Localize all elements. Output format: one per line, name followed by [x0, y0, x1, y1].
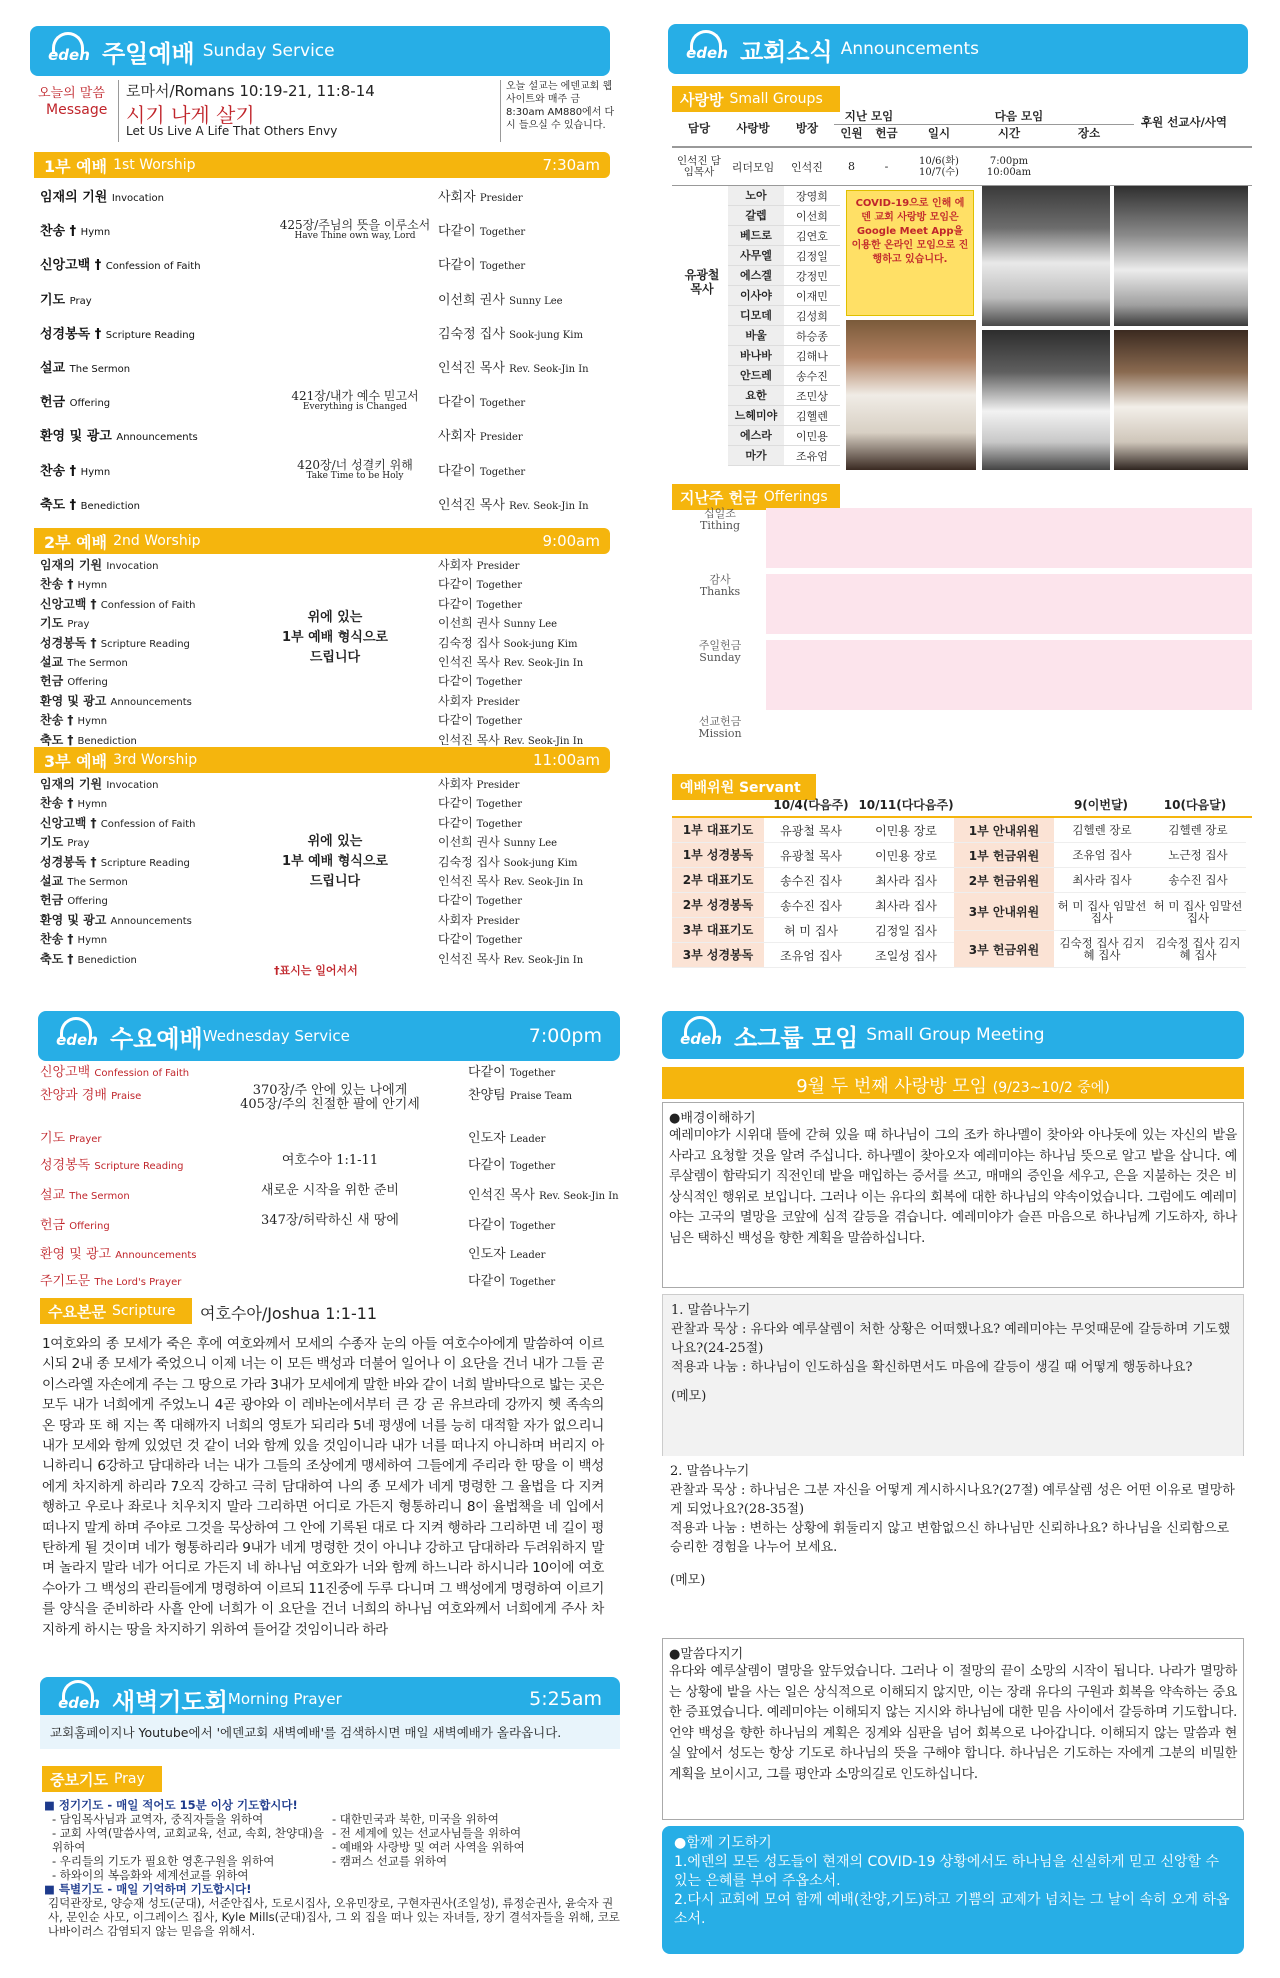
order-item: 임재의 기원 Invocation	[40, 558, 159, 572]
order-row	[40, 672, 610, 691]
announce-title-en: Announcements	[840, 39, 979, 59]
order-item: 환영 및 광고 Announcements	[40, 693, 192, 708]
order-row	[40, 254, 610, 276]
order-row	[40, 457, 610, 482]
order-item: 주기도문 The Lord's Prayer	[40, 1274, 182, 1289]
order-item: 임재의 기원 Invocation	[40, 777, 159, 791]
servant-name: 송수진 집사	[780, 898, 842, 913]
sg-room-row	[728, 326, 840, 346]
servant-name: 조유엄 집사	[780, 948, 842, 963]
offering-label: 감사 Thanks	[699, 573, 741, 598]
order-item: 찬송 † Hymn	[40, 577, 108, 592]
room-name: 바나바	[728, 346, 784, 365]
order-leader: 인석진 목사 Rev. Seok-Jin In	[468, 1188, 619, 1203]
servant-row	[954, 931, 1246, 968]
offering-amount	[766, 574, 1252, 634]
announce-banner	[668, 24, 1248, 74]
order-item: 헌금 Offering	[40, 893, 108, 908]
room-leader: 조민상	[796, 389, 828, 403]
same-format-note-2: 위에 있는 1부 예배 형식으로 드립니다	[281, 610, 388, 665]
order-leader: 다같이 Together	[438, 893, 522, 908]
offering-label: 선교헌금 Mission	[698, 715, 742, 740]
prayer-item: - 우리들의 기도가 필요한 영혼구원을 위하여	[52, 1854, 275, 1868]
hymn-title: 347장/허락하신 새 땅에	[261, 1213, 399, 1228]
order-item: 기도 Prayer	[40, 1131, 102, 1146]
sg-room-row	[728, 206, 840, 226]
order-leader: 이선희 권사 Sunny Lee	[438, 292, 563, 308]
sermon-title: 시기 나게 살기	[126, 103, 255, 127]
wednesday-banner	[38, 1011, 620, 1061]
order-item: 환영 및 광고 Announcements	[40, 1247, 197, 1262]
order-item: 환영 및 광고 Announcements	[40, 912, 192, 927]
offering-label: 십일조 Tithing	[699, 507, 740, 532]
wed-order-row	[40, 1154, 640, 1178]
servant-name: 유광철 목사	[780, 848, 842, 863]
order-item: 성경봉독 † Scripture Reading	[40, 854, 190, 869]
room-name: 에스겔	[728, 266, 784, 285]
servant-row	[954, 843, 1246, 868]
order-item: 성경봉독 Scripture Reading	[40, 1158, 184, 1173]
room-leader: 조유엄	[796, 449, 828, 463]
room-name: 노아	[728, 186, 784, 205]
order-leader: 인석진 목사 Rev. Seok-Jin In	[438, 732, 584, 747]
servant-name: 이민용 장로	[875, 823, 937, 838]
smallgroup-sub: 9월 두 번째 사랑방 모임 (9/23~10/2 중에)	[662, 1067, 1244, 1099]
room-name: 에스라	[728, 426, 784, 445]
smallgroup-table: 담당 사랑방 방장 지난 모임 인원 헌금 다음 모임 일시 시간 장소 후원 선교사/사역 인석진 담임목사 리더모임 인석진 8 - 10/6(화) 10/7(수) 7:00pm 10:00am	[672, 108, 1252, 186]
order-leader: 다같이 Together	[438, 932, 522, 947]
servant-role: 2부 성경봉독	[672, 893, 764, 917]
servant-tag: 예배위원 Servant	[672, 774, 816, 800]
order-item: 신앙고백 Confession of Faith	[40, 1065, 190, 1080]
announce-title: 교회소식	[740, 37, 833, 66]
order-leader: 인도자 Leader	[468, 1131, 546, 1146]
servant-row	[954, 893, 1246, 931]
pray-together: ●함께 기도하기 1.에덴의 모든 성도들이 현재의 COVID-19 상황에서도 하나님을 신실하게 믿고 신앙할 수 있는 은혜를 부어 주옵소서. 2.다시 교회에 모여 함께 예배(찬양,기도)하고 기쁨의 교제가 넘치는 그 날이 속히 오게 하옵소서.	[662, 1826, 1244, 1954]
sermon-scripture: 로마서/Romans 10:19-21, 11:8-14	[126, 82, 375, 100]
sg-room-row	[728, 306, 840, 326]
order-leader: 다같이 Together	[438, 395, 526, 411]
wed-order-row	[40, 1083, 640, 1112]
sg-room-row	[728, 186, 840, 206]
servant-role: 3부 안내위원	[954, 893, 1054, 930]
order-leader: 인석진 목사 Rev. Seok-Jin In	[438, 497, 589, 513]
order-leader: 다같이 Together	[438, 596, 522, 611]
message-label: 오늘의 말씀	[38, 86, 105, 101]
order-leader: 김숙정 집사 Sook-jung Kim	[438, 326, 583, 342]
prayer-item: - 캠퍼스 선교를 위하여	[332, 1854, 448, 1868]
sg-room-row	[728, 346, 840, 366]
room-name: 갈렙	[728, 206, 784, 225]
order-leader: 찬양팀 Praise Team	[468, 1088, 572, 1103]
order-item: 헌금 Offering	[40, 1218, 110, 1233]
order-item: 설교 The Sermon	[40, 874, 128, 888]
sg-room-row	[728, 226, 840, 246]
order-leader: 이선희 권사 Sunny Lee	[438, 616, 558, 631]
order-leader: 사회자 Presider	[438, 912, 520, 927]
room-leader: 강정민	[796, 269, 828, 283]
servant-role: 1부 헌금위원	[954, 843, 1054, 867]
servant-name: 조유엄 집사	[1072, 848, 1132, 862]
order-row	[40, 814, 610, 833]
room-leader: 송수진	[796, 369, 828, 383]
choir-photo-4	[982, 330, 1110, 470]
room-name: 마가	[728, 446, 784, 465]
order-item: 기도 Pray	[40, 616, 90, 631]
wed-order-row	[40, 1214, 640, 1238]
order-item: 축도 † Benediction	[40, 732, 137, 747]
order-leader: 다같이 Together	[438, 674, 522, 689]
wed-scripture-ref: 여호수아/Joshua 1:1-11	[200, 1304, 378, 1323]
servant-row	[672, 843, 954, 868]
prayer-item: - 하와이의 복음화와 세계선교를 위하여	[52, 1868, 249, 1882]
order-item: 기도 Pray	[40, 835, 90, 850]
prayer-item: - 예배와 사랑방 및 여러 사역을 위하여	[332, 1840, 525, 1854]
order-item: 신앙고백 † Confession of Faith	[40, 596, 196, 611]
prayer-item: - 전 세계에 있는 선교사님들을 위하여	[332, 1826, 522, 1840]
order-leader: 사회자 Presider	[438, 777, 520, 791]
sg-room-row	[728, 446, 840, 466]
discussion-1: 1. 말씀나누기 관찰과 묵상 : 유다와 예루살렘이 처한 상황은 어떠했나요? 예레미야는 무엇때문에 갈등하며 기도했나요?(24-25절) 적용과 나눔 : 하나님이 인도하심을 확신하면서도 마음에 갈등이 생길 때 어떻게 행동하나요? (메모)	[662, 1294, 1244, 1466]
wed-order-row	[40, 1127, 640, 1151]
servant-table: 10/4(다음주) 10/11(다다음주) 9(이번달) 10(다음달) 1부 대표기도 유광철 목사 이민용 장로 1부 성경봉독 유광철 목사 이민용 장로 2부 대표기도 송수진 집사 최사라 집사 2부 성경봉독 송수진 집사 최사라 집사 3부 대표기도 허 미 집사 김정일 집사 3부 성경봉독 조유엄 집사 조일성 집사 1부 안내위원 김헬렌 장로 김헬렌 장로 1부 헌금위원 조유엄 집사 노근정 집사 2부 헌금위원 최사라 집사 송수진 집사 3부 안내위원 허 미 집사 임말선 집사 허 미 집사 임말선 집사 3부 헌금위원 김숙정 집사 김지혜 집사 김숙정 집사 김지혜 집사	[672, 796, 1252, 968]
servant-name: 최사라 집사	[1072, 873, 1132, 887]
servant-row	[672, 943, 954, 968]
servant-role: 1부 성경봉독	[672, 843, 764, 867]
order-leader: 다같이 Together	[438, 258, 526, 274]
prayer-item: - 대한민국과 북한, 미국을 위하여	[332, 1812, 499, 1826]
order-leader: 다같이 Together	[468, 1158, 556, 1173]
servant-name: 김정일 집사	[875, 923, 937, 938]
room-name: 안드레	[728, 366, 784, 385]
wed-scripture-tag: 수요본문 Scripture	[40, 1298, 192, 1324]
order-row	[40, 930, 610, 949]
servant-row	[672, 868, 954, 893]
eden-logo: eden	[46, 32, 92, 70]
wed-scripture-text: 1여호와의 종 모세가 죽은 후에 여호와께서 모세의 수종자 눈의 아들 여호수아에게 말씀하여 이르시되 2내 종 모세가 죽었으니 이제 너는 이 모든 백성과 더불어 일어나 이 요단을 건너 내가 그들 곧 이스라엘 자손에게 주는 그 땅으로 가라 3내가 모세에게 말한 바와 같이 너희 발바닥으로 밟는 곳은 모두 내가 너희에게 주었노니 4곧 광야와 이 레바논에서부터 큰 강 곧 유브라데 강까지 헷 족속의 온 땅과 또 해 지는 쪽 대해까지 너희의 영토가 되리라 5네 평생에 너를 능히 대적할 자가 없으리니 내가 모세와 함께 있었던 것 같이 너와 함께 있을 것임이니라 내가 너를 떠나지 아니하며 버리지 아니하리니 6강하고 담대하라 너는 내가 그들의 조상에게 맹세하여 그들에게 주리라 한 땅을 이 백성에게 차지하게 하리라 7오직 강하고 극히 담대하여 나의 종 모세가 네게 명령한 그 율법을 다 지켜 행하고 우로나 좌로나 치우치지 말라 그리하면 어디로 가든지 형통하리니 8이 율법책을 네 입에서 떠나지 말게 하며 주야로 그것을 묵상하여 그 안에 기록된 대로 다 지켜 행하라 그리하면 네 길이 평탄하게 될 것이며 네가 형통하리라 9내가 네게 명령한 것이 아니냐 강하고 담대하라 두려워하지 말며 놀라지 말라 네가 어디로 가든지 네 하나님 여호와가 너와 함께 하느니라 하시니라 10이에 여호수아가 그 백성의 관리들에게 명령하여 이르되 11진중에 두루 다니며 그 백성에게 명령하여 이르기를 양식을 준비하라 사흘 안에 너희가 이 요단을 건너 너희의 하나님 여호와께서 너희에게 주사 차지하게 하시는 땅을 차지하기 위하여 들어갈 것임이니라 하라	[42, 1336, 604, 1638]
order-row	[40, 575, 610, 594]
dawn-note: 교회홈페이지나 Youtube에서 '에덴교회 새벽예배'를 검색하시면 매일 새벽예배가 올라옵니다.	[40, 1715, 620, 1749]
order-item: 헌금 Offering	[40, 674, 108, 689]
servant-name: 허 미 집사 임말선 집사	[1153, 898, 1243, 925]
order-leader: 다같이 Together	[468, 1065, 556, 1080]
servant-name: 송수진 집사	[1168, 873, 1228, 887]
order-row	[40, 391, 610, 413]
intercession-tag: 중보기도 Pray	[42, 1766, 162, 1792]
order-item: 환영 및 광고 Announcements	[40, 429, 198, 445]
order-leader: 다같이 Together	[438, 463, 526, 479]
order-leader: 다같이 Together	[468, 1218, 556, 1233]
message-label-en: Message	[46, 102, 108, 118]
order-leader: 다같이 Together	[438, 713, 522, 728]
room-leader: 김해나	[796, 349, 828, 363]
hymn-title: 420장/너 성결키 위해 Take Time to be Holy	[297, 457, 413, 481]
room-leader: 김성희	[796, 309, 828, 323]
smallgroups-tag: 사랑방 Small Groups	[672, 86, 840, 112]
wednesday-title-en: Wednesday Service	[202, 1027, 350, 1045]
room-leader: 김연호	[796, 229, 828, 243]
background-section: ●배경이해하기 예레미야가 시위대 뜰에 갇혀 있을 때 하나님이 그의 조카 하나멜이 찾아와 아나돗에 있는 자신의 밭을 사라고 요청할 것을 알려 주십니다. 하나멜이 찾아오자 예레미야는 하나님 뜻으로 알고 밭을 삽니다. 예루살렘이 함락되기 직전인데 밭을 매입하는 증서를 쓰고, 매매의 증인을 세우고, 은을 지불하는 것은 비상식적인 행위로 보입니다. 그러나 이는 유다의 회복에 대한 하나님의 약속이었습니다. 그럼에도 예레미야는 고국의 멸망을 코앞에 심적 갈등을 겪습니다. 예레미야가 슬픈 마음으로 하나님께 기도하자, 하나님은 택하신 백성을 향한 계획을 말씀하십니다.	[662, 1102, 1244, 1288]
order-item: 설교 The Sermon	[40, 361, 131, 376]
sg-rooms	[728, 186, 840, 466]
sg-room-row	[728, 286, 840, 306]
order-item: 찬송 † Hymn	[40, 713, 108, 728]
order-row	[40, 494, 610, 516]
choir-photo-2	[1114, 186, 1248, 326]
servant-name: 김헬렌 장로	[1168, 823, 1228, 837]
servant-name: 송수진 집사	[780, 873, 842, 888]
worship2-bar: 2부 예배 2nd Worship 9:00am	[34, 528, 610, 554]
order-item: 축도 † Benediction	[40, 497, 140, 513]
order-item: 성경봉독 † Scripture Reading	[40, 635, 190, 650]
offering-label: 주일헌금 Sunday	[698, 639, 742, 664]
sg-room-row	[728, 406, 840, 426]
order-leader: 인석진 목사 Rev. Seok-Jin In	[438, 361, 589, 376]
order-item: 설교 The Sermon	[40, 1188, 130, 1203]
room-name: 디모데	[728, 306, 784, 325]
order-leader: 인석진 목사 Rev. Seok-Jin In	[438, 655, 584, 669]
wed-order-row	[40, 1243, 640, 1267]
servant-name: 김숙정 집사 김지혜 집사	[1059, 936, 1145, 962]
order-item: 찬송 † Hymn	[40, 932, 108, 947]
servant-row	[954, 818, 1246, 843]
offering-amount	[766, 508, 1252, 568]
order-row	[40, 425, 610, 447]
choir-photo-3	[846, 320, 976, 470]
sunday-title-en: Sunday Service	[202, 41, 335, 61]
room-leader: 김정일	[796, 249, 828, 263]
order-item: 신앙고백 † Confession of Faith	[40, 815, 196, 830]
order-item: 설교 The Sermon	[40, 655, 128, 669]
room-leader: 이재민	[796, 289, 828, 303]
order-item: 임재의 기원 Invocation	[40, 190, 164, 205]
order-leader: 김숙정 집사 Sook-jung Kim	[438, 854, 578, 869]
sg-room-row	[728, 366, 840, 386]
order-leader: 사회자 Presider	[438, 693, 520, 708]
hymn-title: 370장/주 안에 있는 나에게 405장/주의 친절한 팔에 안기세	[240, 1083, 420, 1112]
sunday-title: 주일예배	[102, 39, 195, 68]
order-row	[40, 220, 610, 242]
room-leader: 김헬렌	[796, 409, 828, 423]
order-leader: 다같이 Together	[438, 796, 522, 811]
closing-section: ●말씀다지기 유다와 예루살렘이 멸망을 앞두었습니다. 그러나 이 절망의 끝이 소망의 시작이 됩니다. 나라가 멸망하는 상황에 밭을 사는 일은 상식적으로 이해되지 않지만, 이는 장래 유다의 구원과 회복을 약속하는 중요한 증표였습니다. 예레미야는 이해되지 않는 지시와 하나님에 대한 믿음 사이에서 갈등하며 기도합니다. 언약 백성을 향한 하나님의 계획은 징계와 심판을 넘어 회복으로 나아갑니다. 이해되지 않는 말씀과 현실 앞에서 성도는 항상 기도로 하나님의 뜻을 구해야 합니다. 하나님은 기도하는 자에게 그분의 비밀한 계획을 보이시고, 그를 평안과 소망의길로 인도하십니다.	[662, 1638, 1244, 1820]
hymn-title: 새로운 시작을 위한 준비	[261, 1183, 399, 1198]
order-row	[40, 556, 610, 575]
room-name: 베드로	[728, 226, 784, 245]
sg-room-row	[728, 266, 840, 286]
room-leader: 이선희	[796, 209, 828, 223]
eden-logo: eden	[678, 1016, 724, 1054]
room-name: 요한	[728, 386, 784, 405]
servant-name: 최사라 집사	[875, 898, 937, 913]
hymn-title: 여호수아 1:1-11	[281, 1153, 379, 1168]
servant-role: 2부 대표기도	[672, 868, 764, 892]
choir-photo-5	[1114, 330, 1248, 470]
prayer-item: - 담임목사님과 교역자, 중직자들을 위하여	[52, 1812, 264, 1826]
room-name: 이사야	[728, 286, 784, 305]
servant-name: 최사라 집사	[875, 873, 937, 888]
room-leader: 장영희	[796, 189, 828, 203]
wed-order-row	[40, 1061, 640, 1085]
servant-row	[954, 868, 1246, 893]
room-name: 사무엘	[728, 246, 784, 265]
message-box	[30, 80, 620, 144]
order-leader: 이선희 권사 Sunny Lee	[438, 835, 558, 850]
servant-row	[672, 918, 954, 943]
offering-amount	[766, 640, 1252, 710]
dawn-title: 새벽기도회	[112, 1687, 228, 1716]
order-leader: 사회자 Presider	[438, 558, 520, 572]
order-row	[40, 323, 610, 345]
servant-name: 김헬렌 장로	[1072, 823, 1132, 837]
smallgroup-banner	[662, 1011, 1244, 1059]
sermon-title-en: Let Us Live A Life That Others Envy	[126, 124, 338, 138]
servant-name: 허 미 집사	[784, 923, 838, 938]
sg-room-row	[728, 386, 840, 406]
servant-name: 허 미 집사 임말선 집사	[1057, 898, 1147, 925]
intercession-box: ■ 정기기도 - 매일 적어도 15분 이상 기도합시다! - 담임목사님과 교역자, 중직자들을 위하여 - 교회 사역(말씀사역, 교회교육, 선교, 속회, 찬양대)을 위하여 - 우리들의 기도가 필요한 영혼구원을 위하여 - 하와이의 복음화와 세계선교를 위하여 - 대한민국과 북한, 미국을 위하여 - 전 세계에 있는 선교사님들을 위하여 - 예배와 사랑방 및 여러 사역을 위하여 - 캠퍼스 선교를 위하여 ■ 특별기도 - 매일 기억하며 기도합시다! 김덕관장로, 양승재 성도(군대), 서준안집사, 도로시집사, 오유민장로, 구현자권사(조일성), 류정순권사, 윤숙자 권사, 문인순 사모, 이그레이스 집사, Kyle Mills(군대)집사, 그 외 집을 떠나 있는 자녀들, 장기 결석자들을 위해, 코로나바이러스 감염되지 않는 믿음을 위해서.	[44, 1798, 620, 1938]
wednesday-time: 7:00pm	[528, 1025, 602, 1047]
smallgroup-title-en: Small Group Meeting	[866, 1025, 1045, 1045]
order-item: 성경봉독 † Scripture Reading	[40, 326, 195, 342]
wednesday-title: 수요예배	[110, 1024, 203, 1053]
order-leader: 다같이 Together	[438, 577, 522, 592]
servant-row	[672, 818, 954, 843]
eden-logo: eden	[54, 1017, 100, 1055]
order-row	[40, 357, 610, 379]
smallgroup-title: 소그룹 모임	[734, 1023, 859, 1052]
dawn-title-en: Morning Prayer	[227, 1690, 342, 1708]
order-row	[40, 289, 610, 311]
servant-name: 이민용 장로	[875, 848, 937, 863]
room-name: 바울	[728, 326, 784, 345]
room-leader: 이민용	[796, 429, 828, 443]
same-format-note-3: 위에 있는 1부 예배 형식으로 드립니다	[281, 834, 388, 889]
order-item: 신앙고백 † Confession of Faith	[40, 258, 201, 274]
room-name: 느헤미야	[728, 406, 784, 425]
prayer-item: - 교회 사역(말씀사역, 교회교육, 선교, 속회, 찬양대)을 위하여	[52, 1826, 324, 1854]
order-item: 찬송 † Hymn	[40, 796, 108, 811]
order-row	[40, 775, 610, 794]
sunday-banner	[30, 26, 610, 76]
order-item: 축도 † Benediction	[40, 951, 137, 966]
discussion-2: 2. 말씀나누기 관찰과 묵상 : 하나님은 그분 자신을 어떻게 계시하시나요?(27절) 예루살렘 성은 어떤 이유로 멸망하게 되었나요?(28-35절) 적용과 나눔 : 변하는 상황에 휘둘리지 않고 변함없으신 하나님만 신뢰하나요? 하나님을 신뢰함으로 승리한 경험을 나누어 보세요. (메모)	[662, 1456, 1244, 1628]
order-leader: 인석진 목사 Rev. Seok-Jin In	[438, 874, 584, 888]
wed-order-row	[40, 1270, 640, 1294]
order-item: 찬송 † Hymn	[40, 224, 111, 240]
order-leader: 사회자 Presider	[438, 429, 523, 445]
order-leader: 다같이 Together	[468, 1274, 556, 1289]
servant-row	[672, 893, 954, 918]
wed-order-row	[40, 1184, 640, 1208]
order-leader: 인석진 목사 Rev. Seok-Jin In	[438, 951, 584, 966]
order-item: 찬양과 경배 Praise	[40, 1088, 142, 1103]
offerings-tag: 지난주 헌금 Offerings	[672, 484, 840, 510]
covid-note: COVID-19으로 인해 에덴 교회 사랑방 모임은 Google Meet App을 이용한 온라인 모임으로 진행하고 있습니다.	[846, 190, 974, 316]
sg-dam-2: 유광철 목사	[684, 268, 720, 296]
servant-name: 김숙정 집사 김지혜 집사	[1155, 936, 1241, 962]
sg-room-row	[728, 246, 840, 266]
order-row	[40, 692, 610, 711]
order-row	[40, 891, 610, 910]
servant-role: 3부 대표기도	[672, 918, 764, 942]
servant-name: 조일성 집사	[875, 948, 937, 963]
order-item: 기도 Pray	[40, 292, 92, 308]
order-row	[40, 794, 610, 813]
hymn-title: 421장/내가 예수 믿고서 Everything is Changed	[291, 389, 419, 413]
room-leader: 하승종	[796, 329, 828, 343]
order-leader: 다같이 Together	[438, 224, 526, 240]
rebroadcast-note: 오늘 설교는 에덴교회 웹사이트와 매주 금 8:30am AM880에서 다시 들으실 수 있습니다.	[506, 81, 615, 131]
eden-logo: eden	[684, 30, 730, 68]
order-leader: 김숙정 집사 Sook-jung Kim	[438, 635, 578, 650]
order-item: 찬송 † Hymn	[40, 463, 111, 479]
order-row	[40, 911, 610, 930]
order-row	[40, 186, 610, 208]
servant-role: 3부 헌금위원	[954, 931, 1054, 967]
servant-role: 3부 성경봉독	[672, 943, 764, 967]
servant-role: 1부 안내위원	[954, 818, 1054, 842]
order-item: 헌금 Offering	[40, 395, 111, 411]
order-leader: 인도자 Leader	[468, 1247, 546, 1262]
hymn-title: 425장/주님의 뜻을 이루소서 Have Thine own way, Lord	[279, 218, 431, 242]
sg-room-row	[728, 426, 840, 446]
dawn-time: 5:25am	[529, 1688, 602, 1710]
order-leader: 사회자 Presider	[438, 190, 523, 205]
stand-note: †표시는 일어서서	[274, 964, 358, 977]
worship3-bar: 3부 예배 3rd Worship 11:00am	[34, 747, 610, 773]
eden-logo: eden	[56, 1680, 102, 1718]
choir-photo-1	[982, 186, 1110, 326]
servant-name: 노근정 집사	[1168, 848, 1228, 862]
order-row	[40, 711, 610, 730]
servant-role: 1부 대표기도	[672, 818, 764, 842]
worship1-bar: 1부 예배 1st Worship 7:30am	[34, 152, 610, 178]
servant-role: 2부 헌금위원	[954, 868, 1054, 892]
servant-name: 유광철 목사	[780, 823, 842, 838]
order-leader: 다같이 Together	[438, 815, 522, 830]
